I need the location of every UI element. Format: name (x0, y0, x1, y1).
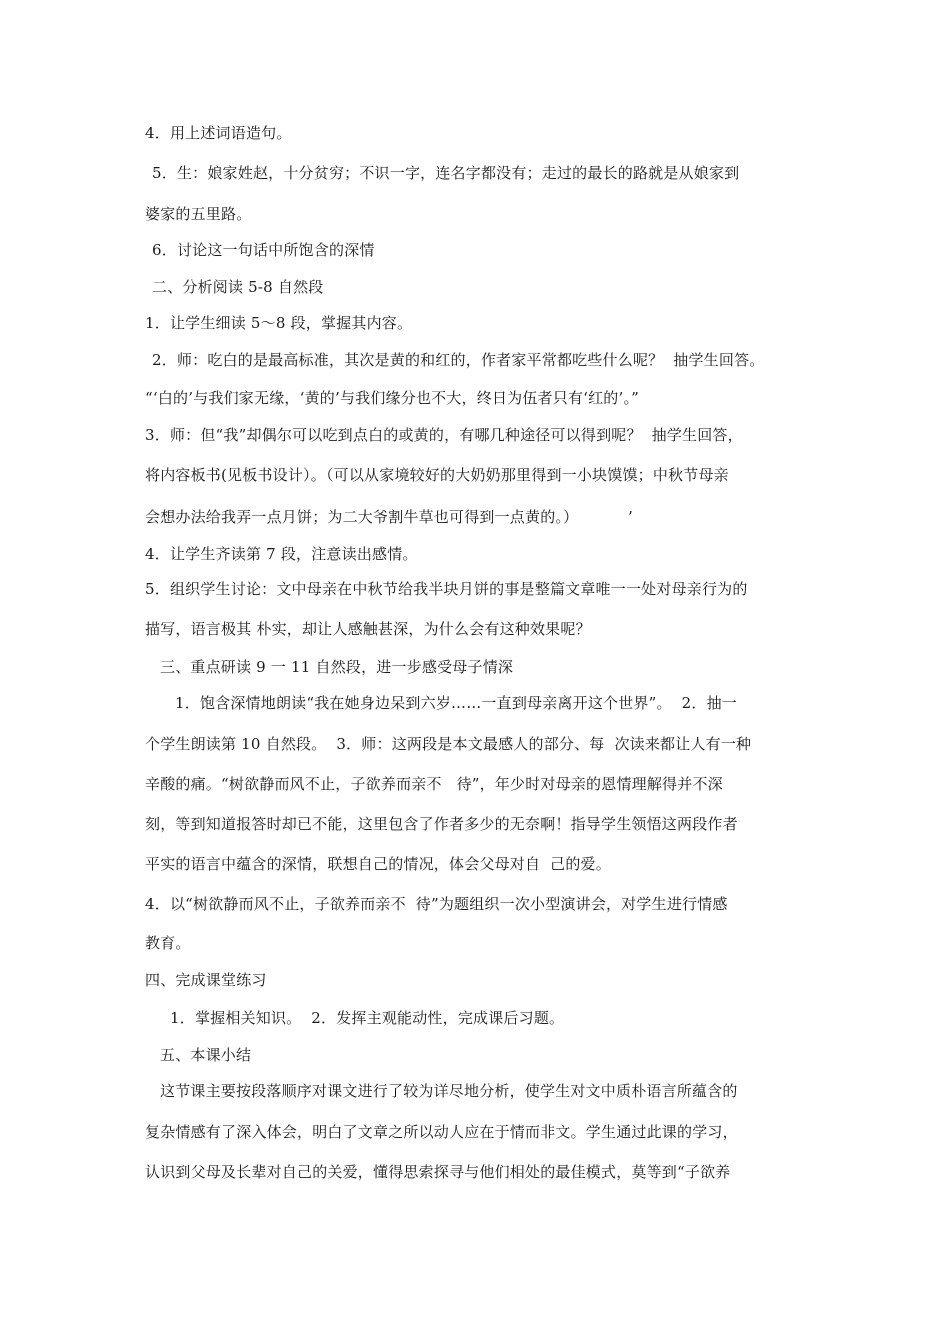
text-line: 4．让学生齐读第 7 段，注意读出感情。 (145, 545, 418, 563)
text-line: 将内容板书(见板书设计）。（可以从家境较好的大奶奶那里得到一小块馍馍；中秋节母亲 (145, 466, 729, 484)
section-heading: 二、分析阅读 5-8 自然段 (152, 278, 324, 296)
section-heading: 三、重点研读 9 一 11 自然段，进一步感受母子情深 (160, 658, 514, 676)
text-line: 5．组织学生讨论：文中母亲在中秋节给我半块月饼的事是整篇文章唯一一处对母亲行为的 (145, 580, 748, 598)
text-line: 个学生朗读第 10 自然段。 3．师：这两段是本文最感人的部分、每 次读来都让人有一种 (145, 735, 752, 753)
text-line: 教育。 (145, 934, 191, 952)
text-line: 辛酸的痛。“树欲静而风不止，子欲养而亲不 待”，年少时对母亲的恩情理解得并不深 (145, 775, 723, 793)
text-line: 平实的语言中蕴含的深情，联想自己的情况，体会父母对自 己的爱。 (145, 855, 611, 873)
text-line: 婆家的五里路。 (145, 205, 252, 223)
text-line: 6．讨论这一句话中所饱含的深情 (152, 241, 375, 259)
text-line: 1．掌握相关知识。 2．发挥主观能动性，完成课后习题。 (170, 1009, 565, 1027)
text-line: 3．师：但“我”却偶尔可以吃到点白的或黄的，有哪几种途径可以得到呢？ 抽学生回答， (145, 426, 743, 444)
text-line: 认识到父母及长辈对自己的关爱，懂得思索探寻与他们相处的最佳模式，莫等到“子欲养 (145, 1163, 731, 1181)
text-line: 这节课主要按段落顺序对课文进行了较为详尽地分析，使学生对文中质朴语言所蕴含的 (160, 1082, 738, 1100)
text-line: 4．用上述词语造句。 (145, 124, 292, 142)
text-line: 2．师：吃白的是最高标准，其次是黄的和红的，作者家平常都吃些什么呢？ 抽学生回答。 (152, 351, 765, 369)
text-line: “‘白的’与我们家无缘，‘黄的’与我们缘分也不大，终日为伍者只有‘红的’。” (145, 389, 640, 407)
text-line: 会想办法给我弄一点月饼；为二大爷割牛草也可得到一点黄的。） ’ (145, 508, 633, 526)
text-line: 描写，语言极其 朴实，却让人感触甚深，为什么会有这种效果呢？ (145, 620, 591, 638)
text-line: 刻，等到知道报答时却已不能，这里包含了作者多少的无奈啊！指导学生领悟这两段作者 (145, 815, 738, 833)
text-line: 1．饱含深情地朗读“我在她身边呆到六岁……一直到母亲离开这个世界”。 2．抽一 (175, 694, 737, 712)
text-line: 4．以“树欲静而风不止，子欲养而亲不 待”为题组织一次小型演讲会，对学生进行情感 (145, 895, 728, 913)
text-line: 1．让学生细读 5～8 段，掌握其内容。 (145, 314, 413, 332)
section-heading: 四、完成课堂练习 (145, 971, 267, 989)
section-heading: 五、本课小结 (160, 1046, 252, 1064)
text-line: 复杂情感有了深入体会，明白了文章之所以动人应在于情而非文。学生通过此课的学习， (145, 1123, 738, 1141)
text-line: 5．生：娘家姓赵，十分贫穷；不识一字，连名字都没有；走过的最长的路就是从娘家到 (152, 164, 740, 182)
